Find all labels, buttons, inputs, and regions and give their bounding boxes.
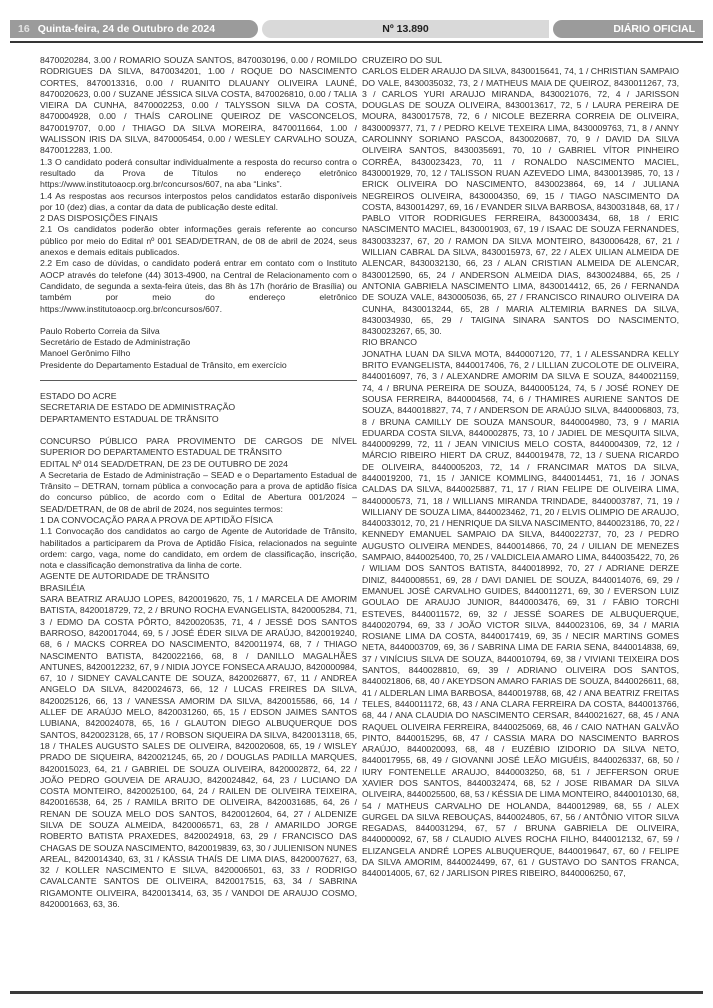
signature-name-2: Manoel Gerônimo Filho: [40, 348, 131, 359]
city-heading-brasileia: BRASILÉIA: [40, 582, 85, 593]
masthead-title: DIÁRIO OFICIAL: [613, 23, 695, 35]
candidate-list-brasileia: SARA BEATRIZ ARAUJO LOPES, 8420019620, 75, 1 / MARCELA DE AMORIM BATISTA, 8420018729, 72, 2 / BRUNO ROCHA EVANGELISTA, 8420005284, 71, 3 / EDMO DA COSTA PÔRTO, 8420020535, 71, 4 / JESSÉ DOS SANTOS BARROSO, 8420017044, 69, 5 / JOSÉ ÉDER SILVA DE ARAÚJO, 8420019240, 68, 6 / MACKS CORREA DO NASCIMENTO, 8420011974, 68, 7 / THIAGO NASCIMENTO BATISTA, 8420022166, 68, 8 / DANILLO MAGALHÃES ANTUNES, 8420012232, 67, 9 / NIDIA JOYCE FONSECA ARAUJO, 8420000984, 67, 10 / SIDNEY CAVALCANTE DE SOUZA, 8420026877, 67, 11 / ANDREA ANGELO DA SILVA, 8420024673, 66, 12 / LUCAS FREIRES DA SILVA, 8420025126, 66, 13 / VANESSA AMORIM DA SILVA, 8420015586, 66, 14 / ALLEF DE ARAÚJO MELO, 8420031260, 65, 15 / EDSON JAIMES SANTOS LUBIANA, 8420024078, 65, 16 / GLAUTON DIEGO ALBUQUERQUE DOS SANTOS, 8420023128, 65, 17 / ROBSON SIQUEIRA DA SILVA, 8420013118, 65, 18 / THALES AUGUSTO SALES DE OLIVEIRA, 8420020608, 65, 19 / WISLEY PRADO DE SIQUEIRA, 8420021245, 65, 20 / DOUGLAS PADILLA MARQUES, 8420015023, 64, 21 / GABRIEL DE SOUZA OLIVEIRA, 8420002872, 64, 22 / JOÃO PEDRO GOUVEIA DE ARAUJO, 8420024842, 64, 23 / LUCIANO DA COSTA MONTEIRO, 8420025100, 64, 24 / RAILEN DE OLIVEIRA TEIXEIRA, 8420016538, 64, 25 / RAMILA BRITO DE OLIVEIRA, 8420031685, 64, 26 / RENAN DE SOUZA MELO DOS SANTOS, 8420012604, 64, 27 / ALDENIZE SILVA DE SOUZA ALMEIDA, 8420006571, 63, 28 / AMARILDO JORGE ROBERTO BATISTA PRAXEDES, 8420024918, 63, 29 / FRANCISCO DAS CHAGAS DE SOUZA NASCIMENTO, 8420019839, 63, 30 / JULIENISON NUNES AREAL, 8420014340, 63, 31 / KÁSSIA THAÍS DE LIMA DIAS, 8420007627, 63, 32 / KOLLER NASCIMENTO E SILVA, 8420006501, 63, 33 / RODRIGO CAVALCANTE SANTOS DE OLIVEIRA, 8420017515, 63, 34 / SABRINA RIGAMONTE OLIVEIRA, 8420013414, 63, 35 / VANDOI DE ARAUJO COSMO, 8420001663, 63, 36.: [40, 594, 357, 910]
header-date: Quinta-feira, 24 de Outubro de 2024: [37, 23, 216, 35]
edital-intro: A Secretaria de Estado de Administração – SEAD e o Departamento Estadual de Trânsito – DETRAN, tornam pública a convocação para a prova de aptidão física do concurso público, de acordo com o Edital de Abertura 001/2024 – SEAD/DETRAN, de 08 de abril de 2024, nos seguintes termos:: [40, 469, 357, 514]
org-line-state: ESTADO DO ACRE: [40, 391, 117, 402]
spacer: [40, 315, 357, 326]
edital-title: CONCURSO PÚBLICO PARA PROVIMENTO DE CARGOS DE NÍVEL SUPERIOR DO DEPARTAMENTO ESTADUAL DE TRÂNSITO: [40, 435, 357, 458]
section-2-heading: 2 DAS DISPOSIÇÕES FINAIS: [40, 213, 158, 224]
candidate-list-rio-branco: JONATHA LUAN DA SILVA MOTA, 8440007120, 77, 1 / ALESSANDRA KELLY BRITO EVANGELISTA, 8440017406, 76, 2 / LILLIAN ZUCOLOTE DE OLIVEIRA, 8440016097, 76, 3 / ALEXANDRE AMORIM DA SILVA E SOUZA, 8440021159, 74, 4 / BRUNA PEREIRA DE SOUZA, 8440005124, 74, 5 / JOSÉ RONEY DE SOUSA FERREIRA, 8440004568, 74, 6 / THAMIRES AURIENE SANTOS DE SOUZA, 8440018827, 74, 7 / ANDERSON DE ARAÚJO SILVA, 8440006803, 73, 8 / BRUNA CAMILLY DE SOUZA MANSOUR, 8440004980, 73, 9 / MARIA EDUARDA COSTA SILVA, 8440002875, 73, 10 / JADIEL DE MESQUITA SILVA, 8440009299, 72, 11 / JEAN VINICIUS MELO COSTA, 8440004309, 72, 12 / MÁRCIO RIBEIRO HIERT DA CRUZ, 8440019478, 72, 13 / SUENA RICARDO DE OLIVEIRA, 8440005203, 72, 14 / FRANCIMAR MATOS DA SILVA, 8440019200, 71, 15 / JANICE KOMMLING, 8440014451, 71, 16 / JONAS CALDAS DA SILVA, 8440025887, 71, 17 / RIAN FELIPE DE OLIVEIRA LIMA, 8440000573, 71, 18 / WILLIANS MIRANDA TRINDADE, 8440003787, 71, 19 / WILLIANY DE SOUZA LIMA, 8440023462, 71, 20 / ELVIS OLIMPIO DE ARAUJO, 8440033012, 70, 21 / HENRIQUE DA SILVA NASCIMENTO, 8440023186, 70, 22 / KENNEDY EMANUEL SAMPAIO DA SILVA, 8440022737, 70, 23 / PEDRO AUGUSTO OLIVEIRA MENDES, 8440014866, 70, 24 / UILIAN DE MENEZES SAMPAIO, 8440025400, 70, 25 / VALDICLEIA AMARO LIMA, 8440035422, 70, 26 / WILIAM DOS SANTOS BATISTA, 8440018992, 70, 27 / ADRIANE DERZE DINIZ, 8440008551, 69, 28 / DAVI DANIEL DE SOUZA, 8440014076, 69, 29 / EMANUEL JOSÉ CARVALHO GUIDES, 8440011271, 69, 30 / EVERSON LUIZ GOULAO DE ARAUJO JUNIOR, 8440003476, 69, 31 / FÁBIO TORCHI ESTEVES, 8440011572, 69, 32 / JESSÉ SOARES DE ALBUQUERQUE, 8440020794, 69, 33 / JOÃO VICTOR SILVA, 8440023106, 69, 34 / MARIA ROSIANE LIMA DA COSTA, 8440017419, 69, 35 / NECIR MARTINS GOMES NETA, 8440003709, 69, 36 / SABRINA LIMA DE FARIA SENA, 8440014838, 69, 37 / VINÍCIUS SILVA DE SOUZA, 8440010794, 69, 38 / VIVIANI TEIXEIRA DOS SANTOS, 8440028810, 69, 39 / ADRIANO OLIVEIRA DOS SANTOS, 8440021806, 68, 40 / AKEYDSON AMARO FARIAS DE SOUZA, 8440026611, 68, 41 / ALDERLAN LIMA BARBOSA, 8440019788, 68, 42 / ANA BEATRIZ FREITAS TELES, 8440011172, 68, 43 / ANA CLARA FERREIRA DA COSTA, 8440013766, 68, 44 / ANA CLAUDIA DO NASCIMENTO CERSAR, 8440021627, 68, 45 / ANA RAQUEL OLIVEIRA FERREIRA, 8440025069, 68, 46 / CAIO NATHAN GALVÃO PINTO, 8440015295, 68, 47 / CASSIA MARA DO NASCIMENTO BARROS ARAÚJO, 8440020093, 68, 48 / EUZÉBIO IZIDORIO DA SILVA NETO, 8440017955, 68, 49 / GIOVANNI JOSÉ LEÃO MIGUÉIS, 8440026337, 68, 50 / IURY FONTENELLE ARAUJO, 8440003250, 68, 51 / JEFFERSON ORUE XAVIER DOS SANTOS, 8440032474, 68, 52 / JOSE RIBAMAR DA SILVA OLIVEIRA, 8440025500, 68, 53 / KÉSSIA DE LIMA MONTEIRO, 8440010130, 68, 54 / MATHEUS CARVALHO DE HOLANDA, 8440012989, 68, 55 / ALEX GURGEL DA SILVA REBOUÇAS, 8440024805, 67, 56 / ANTÔNIO VITOR SILVA REGADAS, 8440031294, 67, 57 / BRUNA GABRIELA DE OLIVEIRA, 8440000092, 67, 58 / CLAUDIO ALVES ROCHA FILHO, 8440012132, 67, 59 / ELIZANGELA ANDRÉ LOPES ALBUQUERQUE, 8440019647, 67, 60 / FELIPE DA SILVA AMORIM, 8440024499, 67, 61 / GUSTAVO DO SANTOS FRANCA, 8440014005, 67, 62 / JARLISON PIRES RIBEIRO, 8440006250, 67,: [362, 348, 679, 879]
page-bottom-rule: [10, 991, 703, 994]
item-2-1: 2.1 Os candidatos poderão obter informações gerais referente ao concurso público por meio do Edital nº 001 SEAD/DETRAN, de 08 de abril de 2024, seus anexos e demais editais publicados.: [40, 224, 357, 258]
item-1-1: 1.1 Convocação dos candidatos ao cargo de Agente de Autoridade de Trânsito, habilitados a participarem da Prova de Aptidão Física, relacionados na seguinte ordem: cargo, vaga, nome do candidato, em ordem de classificação, inscrição, nota e classificação demonstrativa da linha de corte.: [40, 526, 357, 571]
edition-band: [262, 20, 549, 38]
city-heading-cruzeiro-do-sul: CRUZEIRO DO SUL: [362, 55, 443, 65]
candidate-list-cruzeiro-do-sul: CARLOS ELDER ARAUJO DA SILVA, 8430015641, 74, 1 / CHRISTIAN SAMPAIO DO VALE, 8430035032, 73, 2 / MATHEUS MAIA DE QUEIROZ, 8430011267, 73, 3 / CARLOS YURI ARAUJO MIRANDA, 8430021076, 72, 4 / JARISSON DOUGLAS DE SOUZA OLIVEIRA, 8430013617, 72, 5 / LAURA PEREIRA DE MOURA, 8430017578, 72, 6 / NICOLE BEZERRA CORREIA DE OLIVEIRA, 8430009377, 71, 7 / PEDRO KELVE TEXEIRA LIMA, 8430009763, 71, 8 / ANNY CAROLINNY SORIANO PASCOA, 8430020687, 70, 9 / DAVID DA SILVA OLIVEIRA SANTOS, 8430035691, 70, 10 / GABRIEL VÍTOR PINHEIRO CORRÊA, 8430023423, 70, 11 / RONALDO NASCIMENTO MACIEL, 8430001929, 70, 12 / TALISSON RUAN AZEVEDO LIMA, 8430013985, 70, 13 / ERICK OLIVEIRA DO NASCIMENTO, 8430023864, 69, 14 / JULIANA NEGREIROS OLIVEIRA, 8430004350, 69, 15 / TIAGO NASCIMENTO DA COSTA, 8430014297, 69, 16 / EVANDER SILVA BARBOSA, 8430031848, 68, 17 / PABLO VITOR RODRIGUES FERREIRA, 8430003434, 68, 18 / ERIC NASCIMENTO MACIEL, 8430001903, 67, 19 / ISAAC DE SOUZA FERNANDES, 8430033237, 67, 20 / RAMON DA SILVA MONTEIRO, 8430006428, 67, 21 / WILLIAN CABRAL DA SILVA, 8430015973, 67, 22 / ALEX UILIAN ALMEIDA DE ALENCAR, 8430032130, 66, 23 / ALAN CRISTIAN ALMEIDA DE ALENCAR, 8430012590, 65, 24 / ANDERSON ALMEIDA DIAS, 8430024884, 65, 25 / ANTONIA GABRIELA NASCIMENTO LIMA, 8430014412, 65, 26 / FERNANDA DE SOUZA VALE, 8430005036, 65, 27 / FRANCISCO RINAURO OLIVEIRA DA CUNHA, 8430013244, 65, 28 / MARIA ALTEMIRIA BARNES DA SILVA, 8430034930, 65, 29 / TAIGINA SINARA SANTOS DO NASCIMENTO, 8430023267, 65, 30.: [362, 66, 679, 337]
item-1-4: 1.4 As respostas aos recursos interpostos pelos candidatos estarão disponíveis por 10 (dez) dias, a contar da data de publicação deste edital.: [40, 190, 357, 212]
left-column: [40, 55, 357, 988]
edital-number: EDITAL Nº 014 SEAD/DETRAN, DE 23 DE OUTUBRO DE 2024: [40, 458, 288, 469]
edition-number: Nº 13.890: [382, 23, 429, 35]
city-heading-rio-branco: RIO BRANCO: [362, 337, 418, 348]
signature-role-1: Secretário de Estado de Administração: [40, 337, 191, 348]
page-header: [10, 20, 703, 38]
header-rule: [10, 41, 703, 43]
results-continuation-paragraph: 8470020284, 3.00 / ROMARIO SOUZA SANTOS, 8470030196, 0.00 / ROMILDO RODRIGUES DA SILVA, 8470034201, 1.00 / ROQUE DO NASCIMENTO CORTES, 8470013316, 0.00 / RUANITO DLAUANY OLIVEIRA LAUNÉ, 8470020623, 0.00 / SUZANE JÉSSICA SILVA COSTA, 8470026810, 0.00 / TALIA VIEIRA DA CUNHA, 8470002253, 0.00 / TALYSSON SILVA DA COSTA, 8470004928, 0.00 / THAÍS CAROLINE QUEIROZ DE VASCONCELOS, 8470019707, 0.00 / THIAGO DA SILVA MOREIRA, 8470011664, 1.00 / WALISSON IRIS DA SILVA, 8470005454, 0.00 / WESLEY CARVALHO SOUZA, 8470012283, 1.00.: [40, 55, 357, 156]
section-1-heading: 1 DA CONVOCAÇÃO PARA A PROVA DE APTIDÃO FÍSICA: [40, 514, 273, 525]
cargo-heading: AGENTE DE AUTORIDADE DE TRÂNSITO: [40, 571, 210, 582]
page-number: 16: [18, 23, 30, 35]
spacer: [40, 425, 357, 436]
signature-role-2: Presidente do Departamento Estadual de Trânsito, em exercício: [40, 359, 287, 370]
org-line-department: DEPARTAMENTO ESTADUAL DE TRÂNSITO: [40, 413, 219, 424]
right-column: [362, 55, 679, 988]
org-line-secretariat: SECRETARIA DE ESTADO DE ADMINISTRAÇÃO: [40, 402, 236, 413]
masthead-tab: [553, 20, 703, 38]
signature-name-1: Paulo Roberto Correia da Silva: [40, 325, 160, 336]
item-1-3: 1.3 O candidato poderá consultar individualmente a resposta do recurso contra o resultado da Prova de Títulos no endereço eletrônico https://www.institutoaocp.org.br/concursos/607, na aba “Links”.: [40, 156, 357, 190]
item-2-2: 2.2 Em caso de dúvidas, o candidato poderá entrar em contato com o Instituto AOCP através do telefone (44) 3013-4900, na Central de Relacionamento com o Candidato, de segunda a sexta-feira úteis, das 8h às 17h (horário de Brasília) ou também por meio do endereço eletrônico https://www.institutoaocp.org.br/concursos/607.: [40, 258, 357, 314]
section-divider: [40, 380, 357, 381]
date-tab: [10, 20, 258, 38]
